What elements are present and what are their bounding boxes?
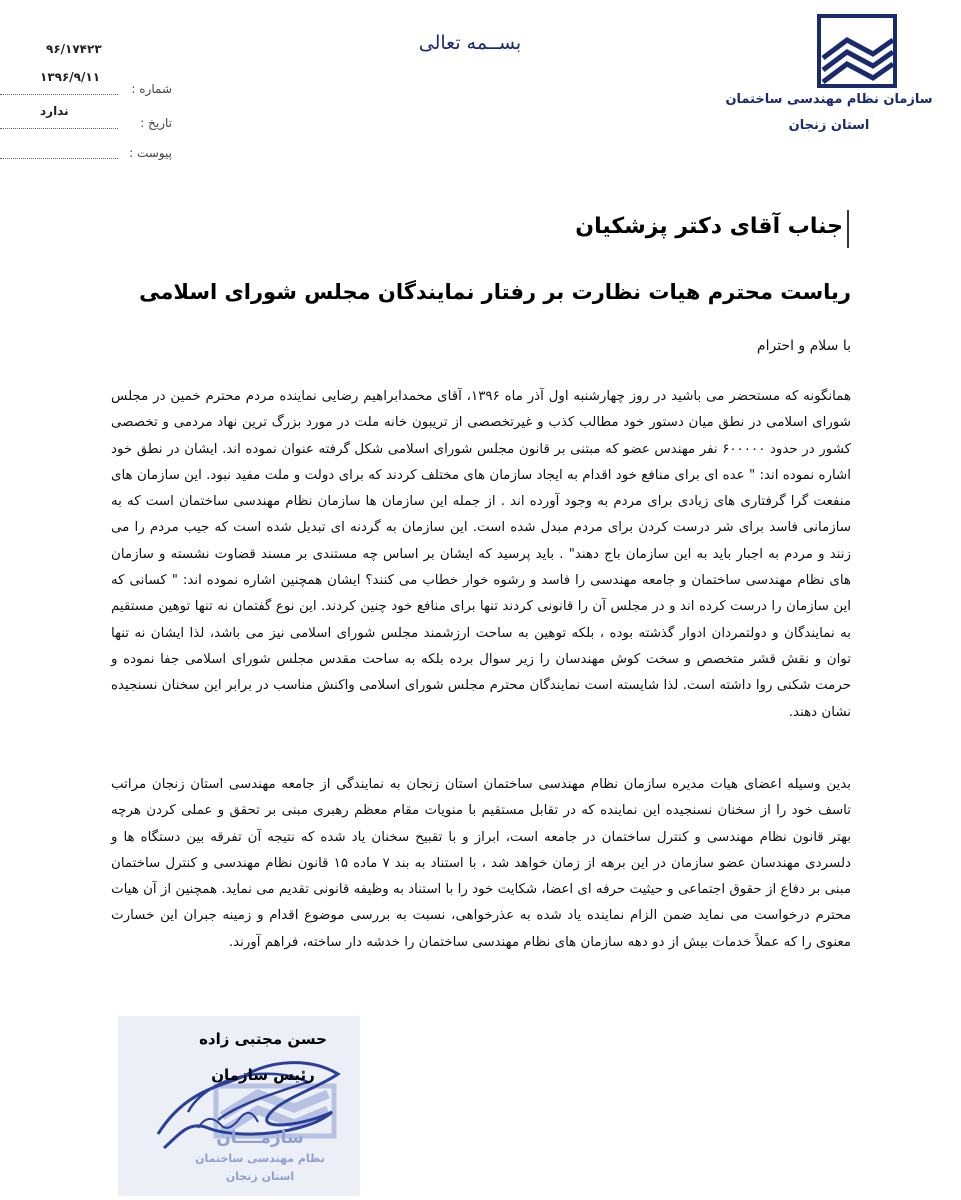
letter-date-dots (0, 128, 118, 129)
letter-date-row (0, 104, 180, 132)
letter-number-row (0, 70, 180, 98)
reference-number: ۹۶/۱۷۴۲۳ (46, 42, 102, 56)
organization-province: استان زنجان (788, 118, 870, 133)
letter-date-label: تاریخ : (140, 116, 172, 130)
letter-paragraph-2: بدین وسیله اعضای هیات مدیره سازمان نظام مهندسی ساختمان استان زنجان به نمایندگی از جامعه مهندسی استان زنجان مراتب تاسف خود را از سخنان نسنجیده این نماینده که در تقابل مستقیم با منویات مقام معظم رهبری مبنی بر تحقق و عملی کردن هرچه بهتر قانون نظام مهندسی و کنترل ساختمان در جامعه است، ابراز و با تقبیح سخنان یاد شده که نتیجه آن تفرقه بین دستگاه ها و دلسردی مهندسان عضو سازمان در این برهه از زمان خواهد شد ، با استناد به بند ۷ ماده ۱۵ قانون نظام مهندسی و کنترل ساختمان مبنی بر دفاع از حقوق اجتماعی و حیثیت حرفه ای اعضا، شکایت خود را با استناد به وظیفه قانونی تقدیم می نماید. همچنین از آن هیات محترم درخواست می نماید ضمن الزام نماینده یاد شده به عذرخواهی، نسبت به بررسی موضوع اقدام و زمینه جبران این خسارت معنوی را که عملاً خدمات بیش از دو دهه سازمان های نظام مهندسی ساختمان را خدشه دار ساخته، فراهم آورند. (111, 777, 851, 950)
letter-attachment-label: پیوست : (129, 146, 172, 160)
greeting: با سلام و احترام (756, 338, 851, 354)
stamp-text-province: استان زنجان (225, 1170, 295, 1183)
stamp-text-subtitle: نظام مهندسی ساختمان (195, 1152, 325, 1165)
letter-attachment-dots (0, 158, 118, 159)
signatory-title: رئیس سازمان (211, 1066, 315, 1084)
organization-name: سازمان نظام مهندسی ساختمان (725, 92, 933, 107)
letter-number-dots (0, 94, 118, 95)
letter-date-value: ندارد (40, 104, 69, 118)
signatory-name: حسن مجتبی زاده (199, 1030, 327, 1048)
organization-logo-icon (817, 14, 897, 88)
addressee-title: ریاست محترم هیات نظارت بر رفتار نمایندگان مجلس شورای اسلامی (139, 280, 851, 304)
letter-paragraph-1: همانگونه که مستحضر می باشید در روز چهارشنبه اول آذر ماه ۱۳۹۶، آقای محمدابراهیم رضایی نماینده مردم محترم خمین در مجلس شورای اسلامی در نطق میان دستور خود مطالب کذب و غیرتخصصی از تریبون خانه ملت در مورد بزرگ ترین نهاد مردمی و تخصصی کشور در حدود ۶۰۰۰۰۰ نفر مهندس عضو که مبتنی بر قانون مجلس شورای اسلامی شکل گرفته عنوان نموده اند. ایشان در نطق خود اشاره نموده اند: " عده ای برای منافع خود اقدام به ایجاد سازمان های مختلف کردند که برای دولت و ملت مفید نبود. این سازمان های منفعت گرا گرفتاری های زیادی برای مردم به وجود آورده اند . از جمله این سازمان ها سازمان نظام مهندسی ساختمان است که به سازمانی فاسد برای شر درست کردن برای مردم مبدل شده است. این سازمان به گردنه ای تبدیل شده است که جیب مردم را می زنند و مردم به اجبار باید به این سازمان باج دهند" . باید پرسید که ایشان بر اساس چه مستندی بر مسند قضاوت نشسته و سازمان های نظام مهندسی ساختمان و جامعه مهندسی را فاسد و رشوه خوار خطاب می کنند؟ ایشان همچنین اشاره نموده اند: " کسانی که این سازمان را درست کرده اند و در مجلس آن را قانونی کردند تنها برای منافع خود چنین کردند. این نوع گفتمان نه تنها توهین مستقیم به نمایندگان و دولتمردان ادوار گذشته بوده ، بلکه توهین به ساحت ارزشمند مجلس شورای اسلامی نیز می باشد، لذا ایشان نه تنها توان و نقش قشر متخصص و سخت کوش مهندسان را زیر سوال برده بلکه به ساحت مقدس مجلس شورای اسلامی جفا نموده و حرمت شکنی روا داشته است. لذا شایسته است نمایندگان محترم مجلس شورای اسلامی واکنش مناسب در برابر این سخنان نسنجیده نشان دهند. (111, 389, 852, 720)
letter-number-value: ۱۳۹۶/۹/۱۱ (40, 70, 101, 84)
letter-attachment-row (0, 146, 180, 162)
addressee-bar (847, 210, 849, 248)
stamp-text-organization: سازمــــان (216, 1128, 304, 1148)
basmala-heading: بســمه تعالی (418, 32, 522, 54)
letter-number-label: شماره : (131, 82, 172, 96)
addressee-name: جناب آقای دکتر پزشکیان (575, 214, 843, 239)
